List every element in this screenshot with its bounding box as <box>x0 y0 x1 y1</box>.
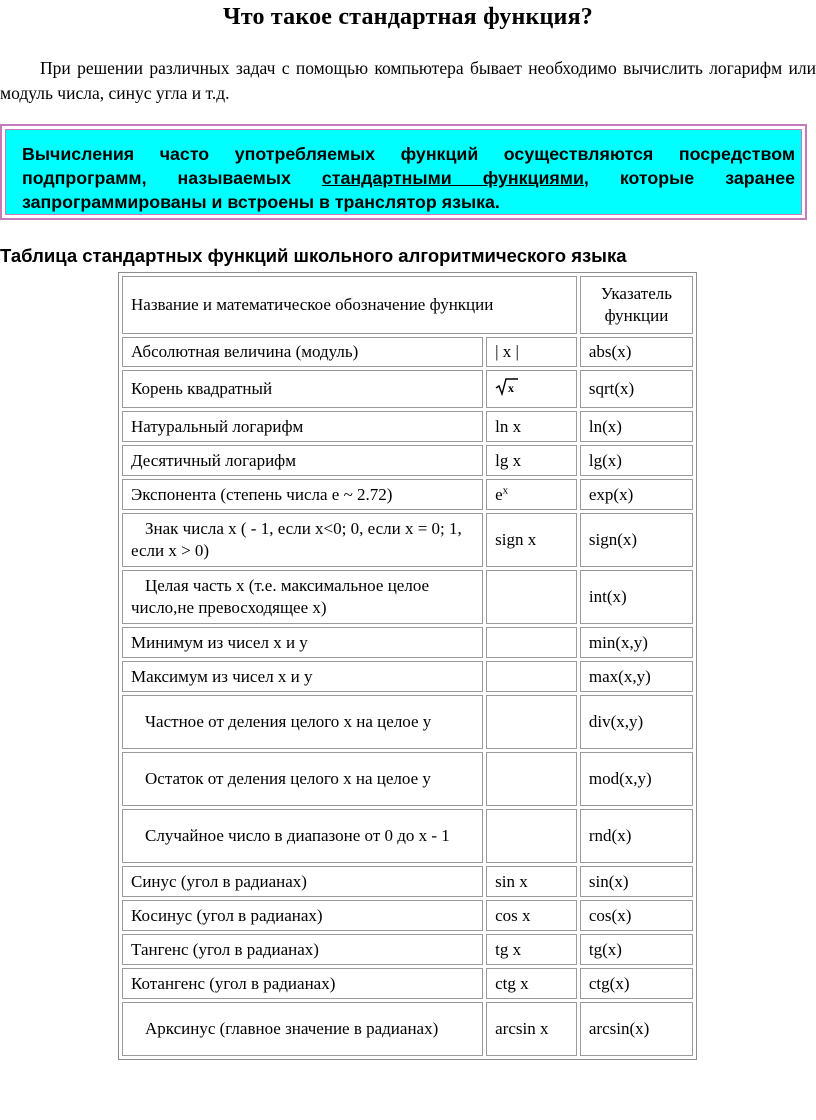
intro-paragraph: При решении различных задач с помощью компьютера бывает необходимо вычислить логарифм или модуль числа, синус угла и т.д. <box>0 58 816 103</box>
row-math <box>486 661 577 692</box>
callout-part1: Вычисления часто употребляемых функций осуществляются посредством подпрограмм, называемых <box>22 144 795 188</box>
table-row <box>122 752 693 806</box>
table-row <box>122 1002 693 1056</box>
table-row <box>122 866 693 897</box>
table-row <box>122 661 693 692</box>
row-name: Знак числа x ( - 1, если x<0; 0, если x = 0; 1, если x > 0) <box>122 513 483 567</box>
row-func: exp(x) <box>580 479 693 510</box>
table-header-row <box>122 276 693 334</box>
row-math <box>486 809 577 863</box>
row-func: ctg(x) <box>580 968 693 999</box>
svg-text:x: x <box>508 381 515 395</box>
row-math: lg x <box>486 445 577 476</box>
table-row <box>122 968 693 999</box>
row-math <box>486 695 577 749</box>
row-name: Десятичный логарифм <box>122 445 483 476</box>
row-math <box>486 479 577 510</box>
table-row <box>122 513 693 567</box>
row-name: Минимум из чисел x и y <box>122 627 483 658</box>
header-name-cell: Название и математическое обозначение функции <box>122 276 577 334</box>
callout-text <box>5 129 802 215</box>
callout-term: стандартными функциями <box>321 168 584 188</box>
row-name: Арксинус (главное значение в радианах) <box>122 1002 483 1056</box>
row-name: Корень квадратный <box>122 370 483 408</box>
page-title: Что такое стандартная функция? <box>223 4 593 30</box>
row-func: div(x,y) <box>580 695 693 749</box>
table-row <box>122 570 693 624</box>
row-func: sign(x) <box>580 513 693 567</box>
row-func: abs(x) <box>580 337 693 367</box>
table-title: Таблица стандартных функций школьного алгоритмического языка <box>0 245 627 266</box>
row-name: Синус (угол в радианах) <box>122 866 483 897</box>
row-func: sqrt(x) <box>580 370 693 408</box>
row-name: Максимум из чисел x и y <box>122 661 483 692</box>
row-math: sin x <box>486 866 577 897</box>
row-name: Частное от деления целого x на целое y <box>122 695 483 749</box>
table-row <box>122 900 693 931</box>
row-name: Натуральный логарифм <box>122 411 483 442</box>
row-func: int(x) <box>580 570 693 624</box>
header-pointer-cell: Указатель функции <box>580 276 693 334</box>
table-row <box>122 695 693 749</box>
row-name: Котангенс (угол в радианах) <box>122 968 483 999</box>
row-math <box>486 370 577 408</box>
row-name: Целая часть x (т.е. максимальное целое число,не превосходящее x) <box>122 570 483 624</box>
row-name: Абсолютная величина (модуль) <box>122 337 483 367</box>
row-math: ln x <box>486 411 577 442</box>
row-func: rnd(x) <box>580 809 693 863</box>
row-name: Случайное число в диапазоне от 0 до x - 1 <box>122 809 483 863</box>
row-math <box>486 627 577 658</box>
row-func: min(x,y) <box>580 627 693 658</box>
table-row <box>122 445 693 476</box>
table-row <box>122 337 693 367</box>
row-math: cos x <box>486 900 577 931</box>
exp-base: e <box>495 484 503 504</box>
row-func: max(x,y) <box>580 661 693 692</box>
row-func: sin(x) <box>580 866 693 897</box>
row-func: lg(x) <box>580 445 693 476</box>
row-math: tg x <box>486 934 577 965</box>
row-func: cos(x) <box>580 900 693 931</box>
row-name: Экспонента (степень числа e ~ 2.72) <box>122 479 483 510</box>
table-row <box>122 934 693 965</box>
row-func: tg(x) <box>580 934 693 965</box>
row-math: | x | <box>486 337 577 367</box>
row-math: sign x <box>486 513 577 567</box>
functions-table <box>118 272 697 1060</box>
table-row <box>122 809 693 863</box>
table-row <box>122 627 693 658</box>
row-math: arcsin x <box>486 1002 577 1056</box>
row-name: Остаток от деления целого x на целое y <box>122 752 483 806</box>
table-row <box>122 370 693 408</box>
row-name: Косинус (угол в радианах) <box>122 900 483 931</box>
square-root-icon <box>495 375 519 397</box>
table-row <box>122 479 693 510</box>
exp-superscript: x <box>502 483 509 496</box>
definition-callout <box>0 124 807 220</box>
row-math <box>486 752 577 806</box>
row-func: ln(x) <box>580 411 693 442</box>
row-func: arcsin(x) <box>580 1002 693 1056</box>
row-math: ctg x <box>486 968 577 999</box>
row-math <box>486 570 577 624</box>
table-row <box>122 411 693 442</box>
row-name: Тангенс (угол в радианах) <box>122 934 483 965</box>
row-func: mod(x,y) <box>580 752 693 806</box>
callout-part2: , которые заранее запрограммированы и встроены в транслятор языка. <box>22 168 795 212</box>
